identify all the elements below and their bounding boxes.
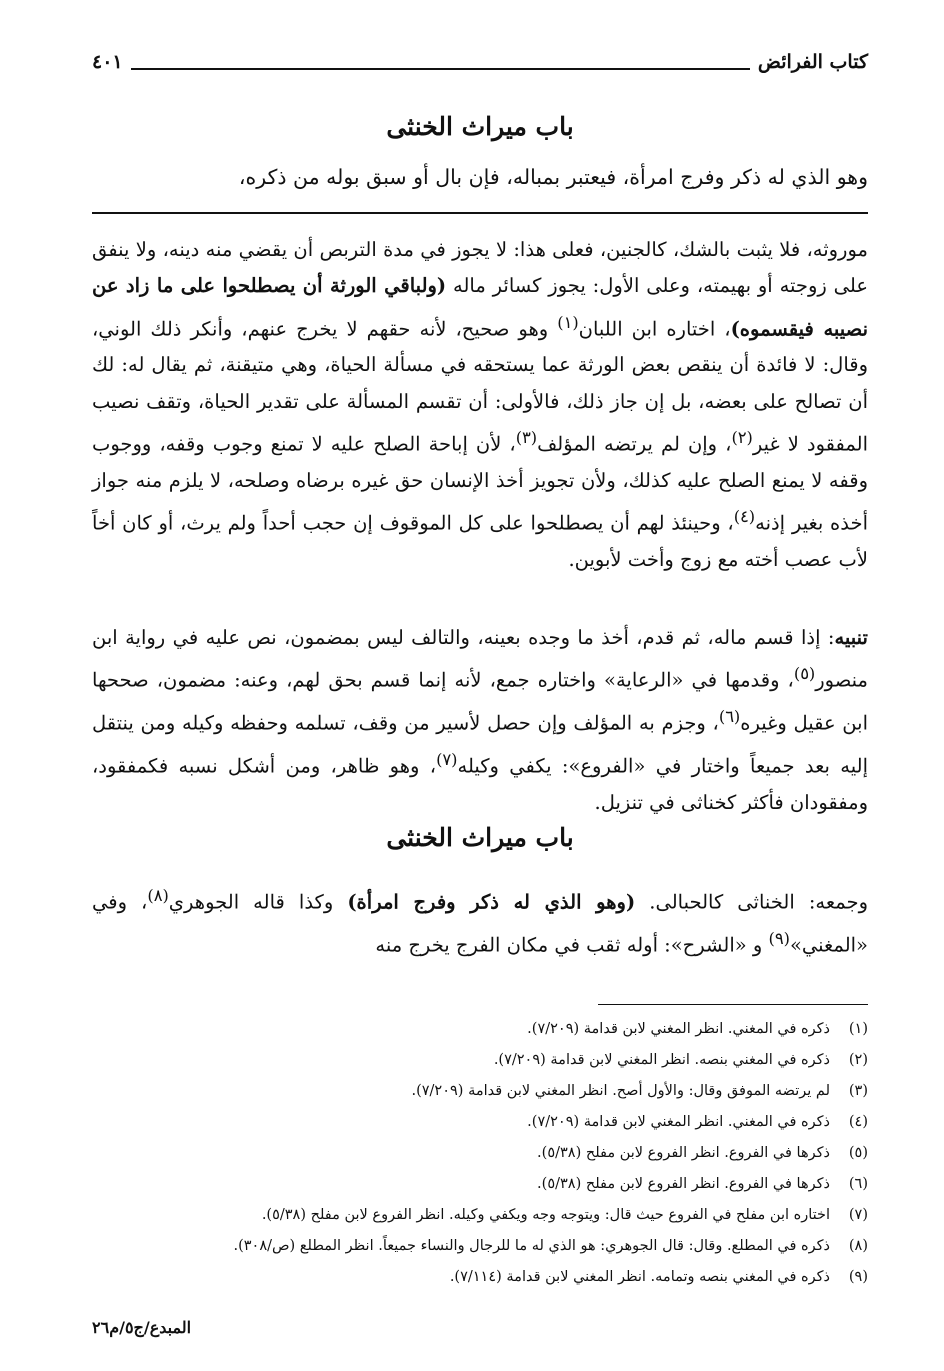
footnote-text: ذكره في المطلع. وقال: قال الجوهري: هو الذي له ما للرجال والنساء جميعاً. انظر المطلع (ص/٣٠٨). xyxy=(233,1238,830,1254)
footnote-ref-8[interactable]: (٨) xyxy=(147,886,169,905)
footnote-ref-1[interactable]: (١) xyxy=(557,312,579,332)
footnote-item xyxy=(92,1200,868,1231)
text-run: ، لأن إباحة الصلح عليه لا تمنع وجوب وقفه، ووجوب وقفه لا يمنع الصلح عليه كذلك، ولأن تجويز أخذ الإنسان حق غيره برضاه وصلحه، لا يلزم منه جواز أخذه بغير إذنه xyxy=(92,432,868,535)
section-title-1: باب ميراث الخنثى xyxy=(386,112,574,141)
footnotes-list xyxy=(92,1014,868,1293)
text-run: ، اختاره ابن اللبان xyxy=(578,317,731,341)
footnote-ref-3[interactable]: (٣) xyxy=(515,427,538,447)
footnote-text: ذكره في المغني بنصه. انظر المغني لابن قدامة (٧/٢٠٩). xyxy=(493,1052,830,1068)
text-run: موروثه، فلا يثبت بالشك، كالجنين، فعلى هذا: لا يجوز في مدة التربص أن يقضي منه دينه، ولا ينفق على زوجته أو بهيمته، وعلى الأول: يجوز كسائر ماله xyxy=(92,238,868,298)
footnote-text: ذكره في المغني. انظر المغني لابن قدامة (٧/٢٠٩). xyxy=(527,1114,830,1130)
text-run: : إذا قسم ماله، ثم قدم، أخذ ما وجده بعينه، والتالف ليس بمضمون، نص عليه في رواية ابن منصور xyxy=(92,626,868,692)
footnote-number: (٥) xyxy=(848,1145,868,1161)
footnote-text: ذكرها في الفروع. انظر الفروع لابن مفلح (٥/٣٨). xyxy=(537,1145,830,1161)
commentary-paragraph-3 xyxy=(92,878,868,964)
header-rule xyxy=(131,54,750,70)
footnote-ref-2[interactable]: (٢) xyxy=(731,427,753,447)
footnote-ref-6[interactable]: (٦) xyxy=(718,707,741,727)
footnote-text: لم يرتضه الموفق وقال: والأول أصح. انظر المغني لابن قدامة (٧/٢٠٩). xyxy=(411,1083,830,1099)
footnote-item xyxy=(92,1231,868,1262)
running-header xyxy=(92,46,868,78)
footnote-text: ذكره في المغني بنصه وتمامه. انظر المغني لابن قدامة (٧/١١٤). xyxy=(449,1269,830,1285)
text-run: ، وقدمها في «الرعاية» واختاره جمع، لأنه إنما قسم بحق لهم، وعنه: مضمون، صححها ابن عقيل وغيره xyxy=(92,668,868,735)
matn-divider xyxy=(92,212,868,214)
book-page xyxy=(92,0,868,1371)
text-run: ، وهو ظاهر، ومن أشكل نسبه فكمفقود، ومفقودان فأكثر كخناثى في تنزيل. xyxy=(92,754,868,814)
text-run: وجمعه: الخناثى كالحبالى. xyxy=(635,890,868,914)
footnote-number: (٩) xyxy=(848,1269,868,1285)
footnote-text: ذكرها في الفروع. انظر الفروع لابن مفلح (٥/٣٨). xyxy=(537,1176,830,1192)
footnote-text: ذكره في المغني. انظر المغني لابن قدامة (٧/٢٠٩). xyxy=(527,1021,830,1037)
footnote-text: اختاره ابن مفلح في الفروع حيث قال: ويتوجه وجه ويكفي وكيله. انظر الفروع لابن مفلح (٥/٣٨). xyxy=(261,1207,830,1223)
text-run: وكذا قاله الجوهري xyxy=(168,890,348,914)
footnote-item xyxy=(92,1138,868,1169)
footnote-number: (٤) xyxy=(848,1114,868,1130)
footnote-number: (٦) xyxy=(848,1176,868,1192)
quoted-matn: (وهو الذي له ذكر وفرج امرأة) xyxy=(347,890,636,914)
note-label: تنبيه xyxy=(834,626,868,649)
commentary-paragraph-1 xyxy=(92,232,868,578)
footnote-number: (٣) xyxy=(848,1083,868,1099)
quoted-matn: (ولباقي الورثة أن يصطلحوا على ما زاد عن نصيبه فيقسموه) xyxy=(92,274,868,341)
text-run: ، وفي «المغني» xyxy=(92,890,868,957)
header-page-number: ٤٠١ xyxy=(92,51,123,73)
commentary-paragraph-2 xyxy=(92,620,868,821)
footnote-ref-5[interactable]: (٥) xyxy=(793,664,816,684)
footnote-number: (٧) xyxy=(848,1207,868,1223)
section-title-2: باب ميراث الخنثى xyxy=(386,823,574,852)
footnote-item xyxy=(92,1076,868,1107)
printer-signature: المبدع/ج٥/م٢٦ xyxy=(92,1318,192,1337)
footnote-item xyxy=(92,1262,868,1293)
footnote-number: (١) xyxy=(848,1021,868,1037)
text-run: ، وحينئذ لهم أن يصطلحوا على كل الموقوف إن حجب أحداً ولم يرث، أو كان أخاً لأب عصب أخته مع زوج وأخت لأبوين. xyxy=(92,511,868,571)
footnote-item xyxy=(92,1014,868,1045)
footnote-number: (٨) xyxy=(848,1238,868,1254)
text-run: ، وإن لم يرتضه المؤلف xyxy=(537,432,732,456)
text-run: و «الشرح»: أوله ثقب في مكان الفرج يخرج منه xyxy=(375,933,769,957)
footnote-item xyxy=(92,1045,868,1076)
footnote-ref-9[interactable]: (٩) xyxy=(768,928,790,948)
footnote-divider xyxy=(598,1004,868,1005)
matn-text: وهو الذي له ذكر وفرج امرأة، فيعتبر بمباله، فإن بال أو سبق بوله من ذكره، xyxy=(238,165,868,189)
header-section-name: كتاب الفرائض xyxy=(757,51,868,73)
text-run: ، وجزم به المؤلف وإن حصل لأسير من وقف، تسلمه وحفظه وكيله ومن ينتقل إليه بعد جميعاً واختار في «الفروع»: يكفي وكيله xyxy=(92,711,868,778)
footnote-item xyxy=(92,1107,868,1138)
text-run: وهو صحيح، لأنه حقهم لا يخرج عنهم، وأنكر ذلك الوني، وقال: لا فائدة أن ينقص بعض الورثة عما يستحقه في مسألة الحياة، وهي متيقنة، ثم يقال له: لك أن تصالح على بعضه، بل إن جاز ذلك، فالأولى: أن تقسم المسألة على تقدير الحياة، وتقف نصيب المفقود لا غير xyxy=(92,317,868,456)
footnote-ref-4[interactable]: (٤) xyxy=(733,507,756,527)
footnote-number: (٢) xyxy=(848,1052,868,1068)
footnote-item xyxy=(92,1169,868,1200)
footnote-ref-7[interactable]: (٧) xyxy=(436,749,458,769)
